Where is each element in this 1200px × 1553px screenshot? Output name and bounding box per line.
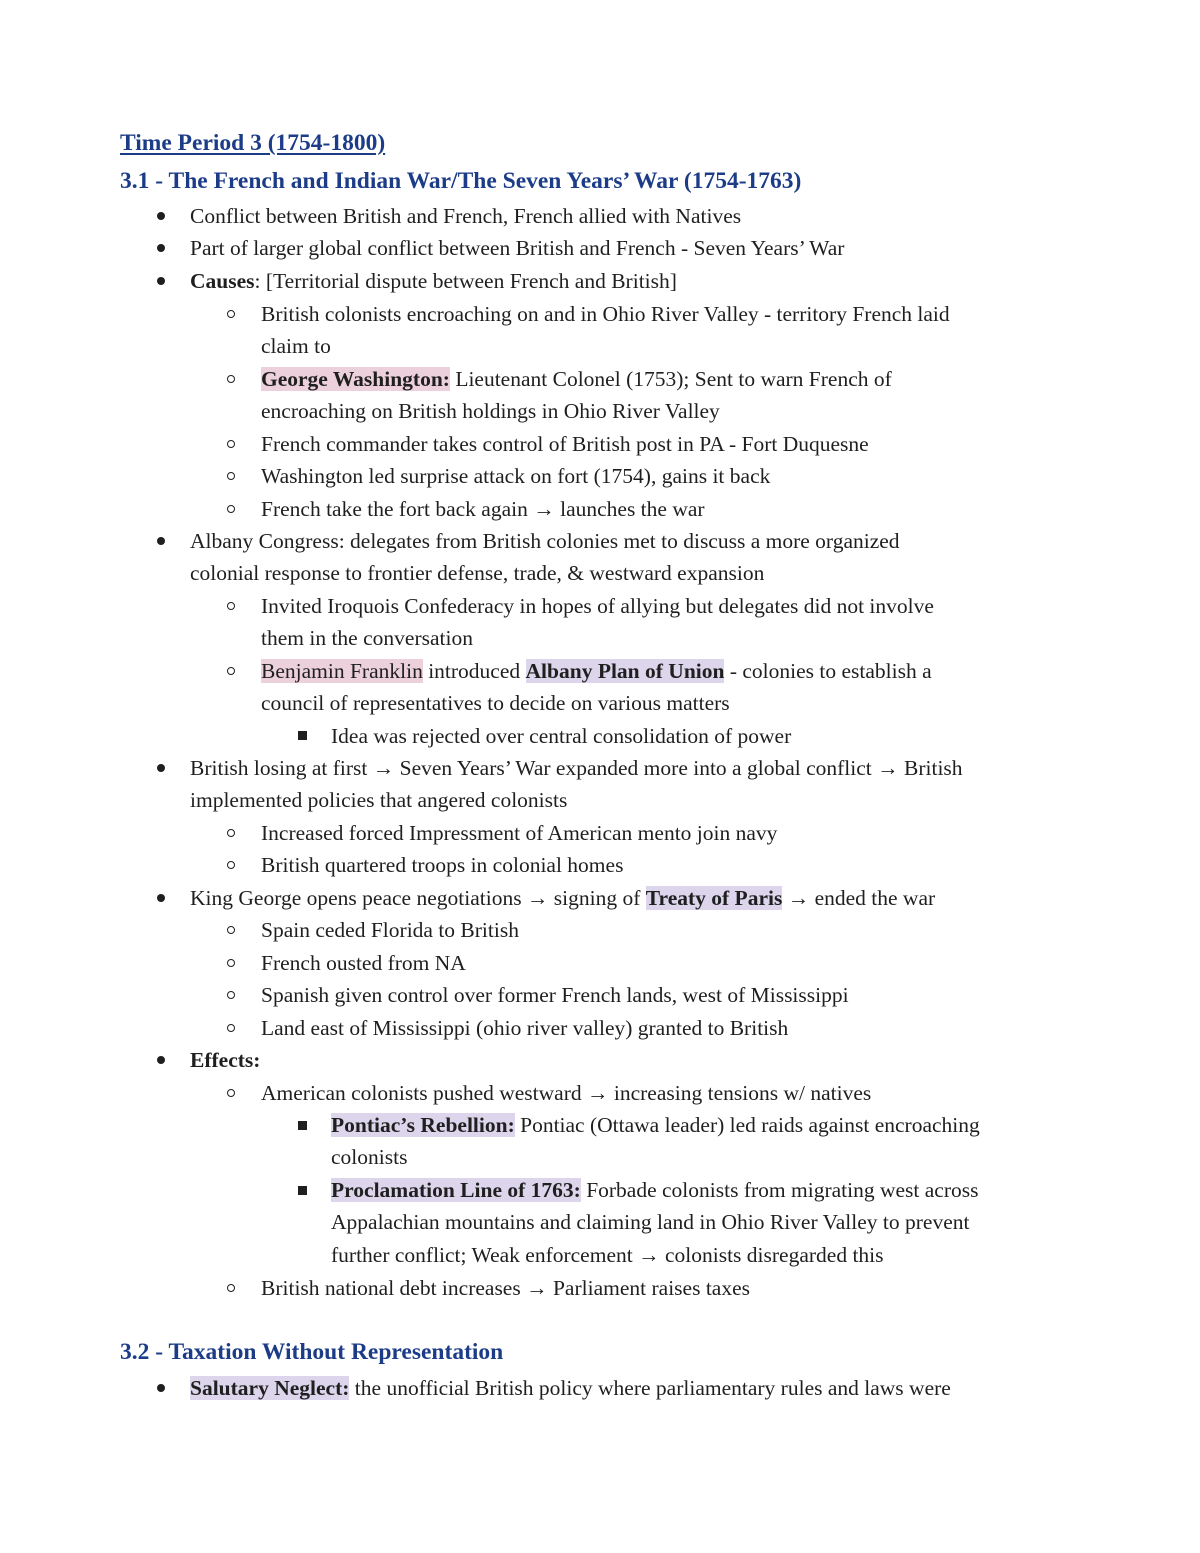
list-item: British quartered troops in colonial homes — [261, 853, 624, 877]
list-item: Washington led surprise attack on fort (1754), gains it back — [261, 464, 771, 488]
bullet-circle-icon — [227, 959, 235, 967]
list-item-continuation: colonists — [331, 1145, 408, 1169]
list-item-text: → ended the war — [782, 886, 936, 910]
list-item: French ousted from NA — [261, 951, 466, 975]
list-item: Albany Congress: delegates from British colonies met to discuss a more organized — [190, 529, 900, 553]
bullet-circle-icon — [227, 505, 235, 513]
list-item-continuation: colonial response to frontier defense, trade, & westward expansion — [190, 561, 765, 585]
list-item — [261, 364, 892, 394]
highlighted-term: Albany Plan of Union — [525, 659, 725, 683]
list-item: Idea was rejected over central consolidation of power — [331, 724, 792, 748]
bullet-disc-icon — [157, 244, 165, 252]
list-item-continuation: Appalachian mountains and claiming land in Ohio River Valley to prevent — [331, 1210, 970, 1234]
list-item-continuation: implemented policies that angered colonists — [190, 788, 568, 812]
bullet-circle-icon — [227, 926, 235, 934]
list-item — [190, 1373, 951, 1403]
list-item-continuation: them in the conversation — [261, 626, 473, 650]
bullet-circle-icon — [227, 472, 235, 480]
bullet-circle-icon — [227, 375, 235, 383]
list-item: Invited Iroquois Confederacy in hopes of allying but delegates did not involve — [261, 594, 934, 618]
list-item-continuation: claim to — [261, 334, 331, 358]
list-item: French take the fort back again → launches the war — [261, 497, 705, 521]
bullet-circle-icon — [227, 829, 235, 837]
section-heading: 3.1 - The French and Indian War/The Seven Years’ War (1754-1763) — [120, 168, 802, 194]
list-item-text: Pontiac (Ottawa leader) led raids against encroaching — [514, 1113, 980, 1137]
bullet-square-icon — [298, 1121, 307, 1130]
list-item: Spain ceded Florida to British — [261, 918, 519, 942]
list-item — [331, 1175, 979, 1205]
list-item: American colonists pushed westward → increasing tensions w/ natives — [261, 1081, 872, 1105]
list-item: Effects: — [190, 1048, 261, 1072]
bullet-circle-icon — [227, 1089, 235, 1097]
bullet-disc-icon — [157, 1384, 165, 1392]
bullet-circle-icon — [227, 440, 235, 448]
bullet-circle-icon — [227, 1284, 235, 1292]
list-item-text: : [Territorial dispute between French and British] — [254, 269, 677, 293]
list-item-text: the unofficial British policy where parliamentary rules and laws were — [349, 1376, 951, 1400]
bullet-square-icon — [298, 1186, 307, 1195]
highlighted-term: Benjamin Franklin — [261, 659, 423, 683]
bullet-disc-icon — [157, 537, 165, 545]
bullet-circle-icon — [227, 1024, 235, 1032]
bullet-circle-icon — [227, 991, 235, 999]
bullet-disc-icon — [157, 1056, 165, 1064]
list-item — [331, 1110, 980, 1140]
list-item: British national debt increases → Parliament raises taxes — [261, 1276, 750, 1300]
list-item: Conflict between British and French, French allied with Natives — [190, 204, 742, 228]
list-item: British losing at first → Seven Years’ War expanded more into a global conflict → British — [190, 756, 963, 780]
list-item: Increased forced Impressment of American mento join navy — [261, 821, 778, 845]
list-item: British colonists encroaching on and in Ohio River Valley - territory French laid — [261, 302, 950, 326]
bullet-square-icon — [298, 731, 307, 740]
list-item: Part of larger global conflict between British and French - Seven Years’ War — [190, 236, 845, 260]
list-item-text: Lieutenant Colonel (1753); Sent to warn French of — [449, 367, 892, 391]
list-item-text: Forbade colonists from migrating west across — [580, 1178, 979, 1202]
bullet-disc-icon — [157, 212, 165, 220]
highlighted-term: George Washington: — [261, 367, 450, 391]
page-title: Time Period 3 (1754-1800) — [120, 130, 386, 156]
section-heading: 3.2 - Taxation Without Representation — [120, 1339, 504, 1365]
list-item-text: introduced — [422, 659, 526, 683]
list-item — [261, 656, 932, 686]
list-item: Spanish given control over former French lands, west of Mississippi — [261, 983, 849, 1007]
bullet-disc-icon — [157, 894, 165, 902]
bullet-circle-icon — [227, 602, 235, 610]
list-item-continuation: council of representatives to decide on various matters — [261, 691, 730, 715]
highlighted-term: Proclamation Line of 1763: — [331, 1178, 581, 1202]
list-item-text: - colonies to establish a — [724, 659, 932, 683]
bullet-disc-icon — [157, 764, 165, 772]
list-item-continuation: encroaching on British holdings in Ohio River Valley — [261, 399, 720, 423]
list-item: Land east of Mississippi (ohio river valley) granted to British — [261, 1016, 789, 1040]
list-item-text: King George opens peace negotiations → signing of — [190, 886, 646, 910]
list-item: French commander takes control of British post in PA - Fort Duquesne — [261, 432, 869, 456]
highlighted-term: Treaty of Paris — [645, 886, 783, 910]
highlighted-term: Pontiac’s Rebellion: — [331, 1113, 515, 1137]
list-item — [190, 266, 677, 296]
bullet-circle-icon — [227, 861, 235, 869]
bullet-circle-icon — [227, 667, 235, 675]
bullet-disc-icon — [157, 277, 165, 285]
list-item — [190, 883, 935, 913]
bold-term: Causes — [190, 269, 255, 293]
list-item-continuation: further conflict; Weak enforcement → colonists disregarded this — [331, 1243, 884, 1267]
bullet-circle-icon — [227, 310, 235, 318]
highlighted-term: Salutary Neglect: — [190, 1376, 350, 1400]
